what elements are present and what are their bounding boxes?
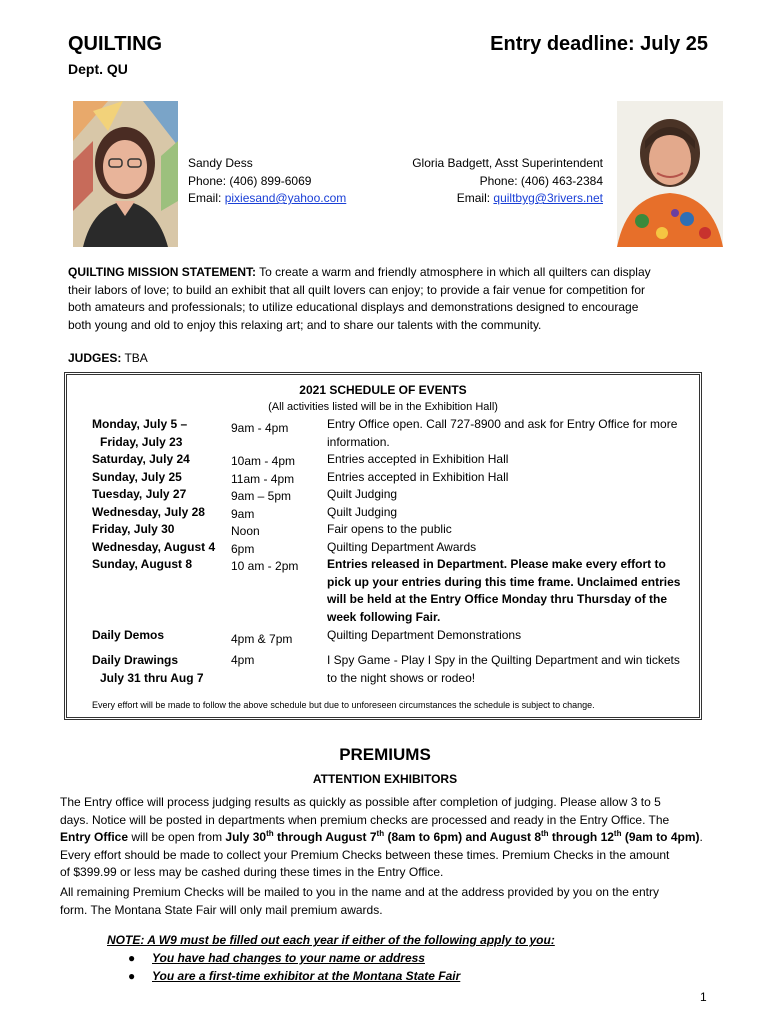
w9-bullet: You are a first-time exhibitor at the Montana State Fair <box>152 969 461 983</box>
bullet-icon: ● <box>128 951 136 965</box>
schedule-day: Friday, July 23 <box>100 434 183 449</box>
schedule-time: 11am - 4pm <box>231 471 295 486</box>
contact-left-email-link[interactable]: pixiesand@yahoo.com <box>224 191 347 205</box>
contact-left-name: Sandy Dess <box>188 156 253 170</box>
ordinal-suffix: th <box>266 829 274 838</box>
schedule-event: Quilt Judging <box>327 487 398 501</box>
drawings-event-line: I Spy Game - Play I Spy in the Quilting Department and win tickets <box>327 653 680 667</box>
w9-note: NOTE: A W9 must be filled out each year if either of the following apply to you: <box>107 933 555 947</box>
text-run: through August 7 <box>273 830 377 844</box>
schedule-day: Tuesday, July 27 <box>92 487 187 501</box>
schedule-event: Entries accepted in Exhibition Hall <box>327 469 509 484</box>
schedule-day: Wednesday, July 28 <box>92 504 205 519</box>
ordinal-suffix: th <box>376 829 385 838</box>
schedule-time: 10am - 4pm <box>231 454 296 468</box>
mission-line: their labors of love; to build an exhibit that all quilt lovers can enjoy; to provide a fair venue for competition for <box>68 282 645 297</box>
schedule-days <box>92 416 215 574</box>
schedule-event: Entries released in Department. Please make every effort to <box>327 557 666 571</box>
email-label: Email: <box>188 191 225 205</box>
schedule-subtitle: (All activities listed will be in the Exhibition Hall) <box>268 401 498 413</box>
contact-right-email-link[interactable]: quiltbyg@3rivers.net <box>493 191 603 205</box>
schedule-title: 2021 SCHEDULE OF EVENTS <box>299 383 467 397</box>
text-run: . <box>699 830 703 844</box>
schedule-event: information. <box>327 434 390 449</box>
judges-value: TBA <box>121 351 148 365</box>
paragraph-line: The Entry office will process judging results as quickly as possible after completion of judging. Please allow 3 to 5 <box>60 795 661 809</box>
premiums-paragraph-1 <box>60 794 710 882</box>
mission-label: QUILTING MISSION STATEMENT: <box>68 265 256 279</box>
paragraph-line: All remaining Premium Checks will be mailed to you in the name and at the address provided by you on the entry <box>60 885 659 899</box>
drawings-day-label: Daily Drawings <box>92 653 179 667</box>
bullet-icon: ● <box>128 969 136 983</box>
dept-code: Dept. QU <box>68 61 128 77</box>
schedule-day: Sunday, July 25 <box>92 469 182 484</box>
ordinal-suffix: th <box>613 829 622 838</box>
drawings-day-range: July 31 thru Aug 7 <box>100 670 204 685</box>
schedule-time: 9am – 5pm <box>231 489 292 503</box>
entry-office-label: Entry Office <box>60 830 129 844</box>
schedule-release-line: will be held at the Entry Office Monday thru Thursday of the <box>327 592 668 606</box>
premiums-title: PREMIUMS <box>339 745 431 764</box>
drawings-day <box>92 652 204 687</box>
schedule-time: 6pm <box>231 541 255 556</box>
schedule-event: Entries accepted in Exhibition Hall <box>327 452 509 466</box>
schedule-day: Friday, July 30 <box>92 522 175 536</box>
contact-left <box>188 155 346 208</box>
schedule-release-line: week following Fair. <box>327 609 441 624</box>
schedule-release-line: pick up your entries during this time frame. Unclaimed entries <box>327 574 681 589</box>
mission-statement <box>68 264 728 334</box>
contact-right-name: Gloria Badgett, Asst Superintendent <box>412 156 603 170</box>
schedule-day: Wednesday, August 4 <box>92 539 216 554</box>
mission-line: To create a warm and friendly atmosphere in which all quilters can display <box>256 265 651 279</box>
entry-deadline: Entry deadline: July 25 <box>490 33 708 55</box>
paragraph-line: Every effort should be made to collect your Premium Checks between these times. Premium Checks in the amount <box>60 847 670 862</box>
judges-label: JUDGES: <box>68 351 122 365</box>
paragraph-line: of $399.99 or less may be cashed during these times in the Entry Office. <box>60 865 444 879</box>
premiums-subtitle: ATTENTION EXHIBITORS <box>312 772 458 786</box>
schedule-events <box>327 416 699 626</box>
drawings-event-line: to the night shows or rodeo! <box>327 670 476 685</box>
schedule-footnote: Every effort will be made to follow the above schedule but due to unforeseen circumstances the schedule is subject to change. <box>92 700 595 710</box>
schedule-event: Fair opens to the public <box>327 522 452 536</box>
schedule-times-b <box>231 453 298 576</box>
schedule-time: 10 am - 2pm <box>231 559 299 573</box>
sandy-dess-photo <box>73 101 178 247</box>
contact-right-phone: Phone: (406) 463-2384 <box>479 173 603 188</box>
demos-time: 4pm & 7pm <box>231 632 293 646</box>
text-run: (9am to 4pm) <box>621 830 700 844</box>
judges <box>68 351 148 365</box>
schedule-time: 9am - 4pm <box>231 421 289 435</box>
demos-event: Quilting Department Demonstrations <box>327 628 522 642</box>
text-run: (8am to 6pm) and August 8 <box>384 830 542 844</box>
schedule-time: 9am <box>231 506 255 521</box>
contact-right <box>412 155 603 208</box>
schedule-time: Noon <box>231 524 260 538</box>
text-run: July 30 <box>225 830 267 844</box>
text-run: will be open from <box>128 830 226 844</box>
mission-line: both amateurs and professionals; to utilize educational displays and demonstrations designed to encourage <box>68 300 639 314</box>
schedule-day: Sunday, August 8 <box>92 557 193 571</box>
schedule-event: Quilting Department Awards <box>327 539 477 554</box>
gloria-badgett-photo <box>617 101 723 247</box>
schedule-event: Quilt Judging <box>327 504 398 519</box>
email-label: Email: <box>456 191 494 205</box>
page-title: QUILTING <box>68 33 163 55</box>
drawings-event <box>327 652 699 687</box>
premiums-paragraph-2 <box>60 884 710 919</box>
paragraph-line-bold-mix <box>60 829 710 847</box>
page-number: 1 <box>700 990 707 1004</box>
schedule-day: Saturday, July 24 <box>92 452 190 466</box>
paragraph-line: form. The Montana State Fair will only mail premium awards. <box>60 902 383 917</box>
ordinal-suffix: th <box>541 829 549 838</box>
contact-right-email-row <box>412 190 603 208</box>
mission-line: both young and old to enjoy this relaxing art; and to share our talents with the community. <box>68 317 542 332</box>
schedule-day: Monday, July 5 – <box>92 417 188 431</box>
w9-bullet: You have had changes to your name or address <box>152 951 425 965</box>
contact-left-email-row <box>188 190 346 208</box>
schedule-event: Entry Office open. Call 727-8900 and ask for Entry Office for more <box>327 417 678 431</box>
paragraph-line: days. Notice will be posted in departments when premium checks are processed and ready in the Entry Office. The <box>60 812 670 827</box>
contact-left-phone: Phone: (406) 899-6069 <box>188 173 312 188</box>
schedule-times-a <box>231 420 288 438</box>
drawings-time: 4pm <box>231 653 255 667</box>
text-run: through 12 <box>548 830 614 844</box>
demos-day: Daily Demos <box>92 628 165 642</box>
